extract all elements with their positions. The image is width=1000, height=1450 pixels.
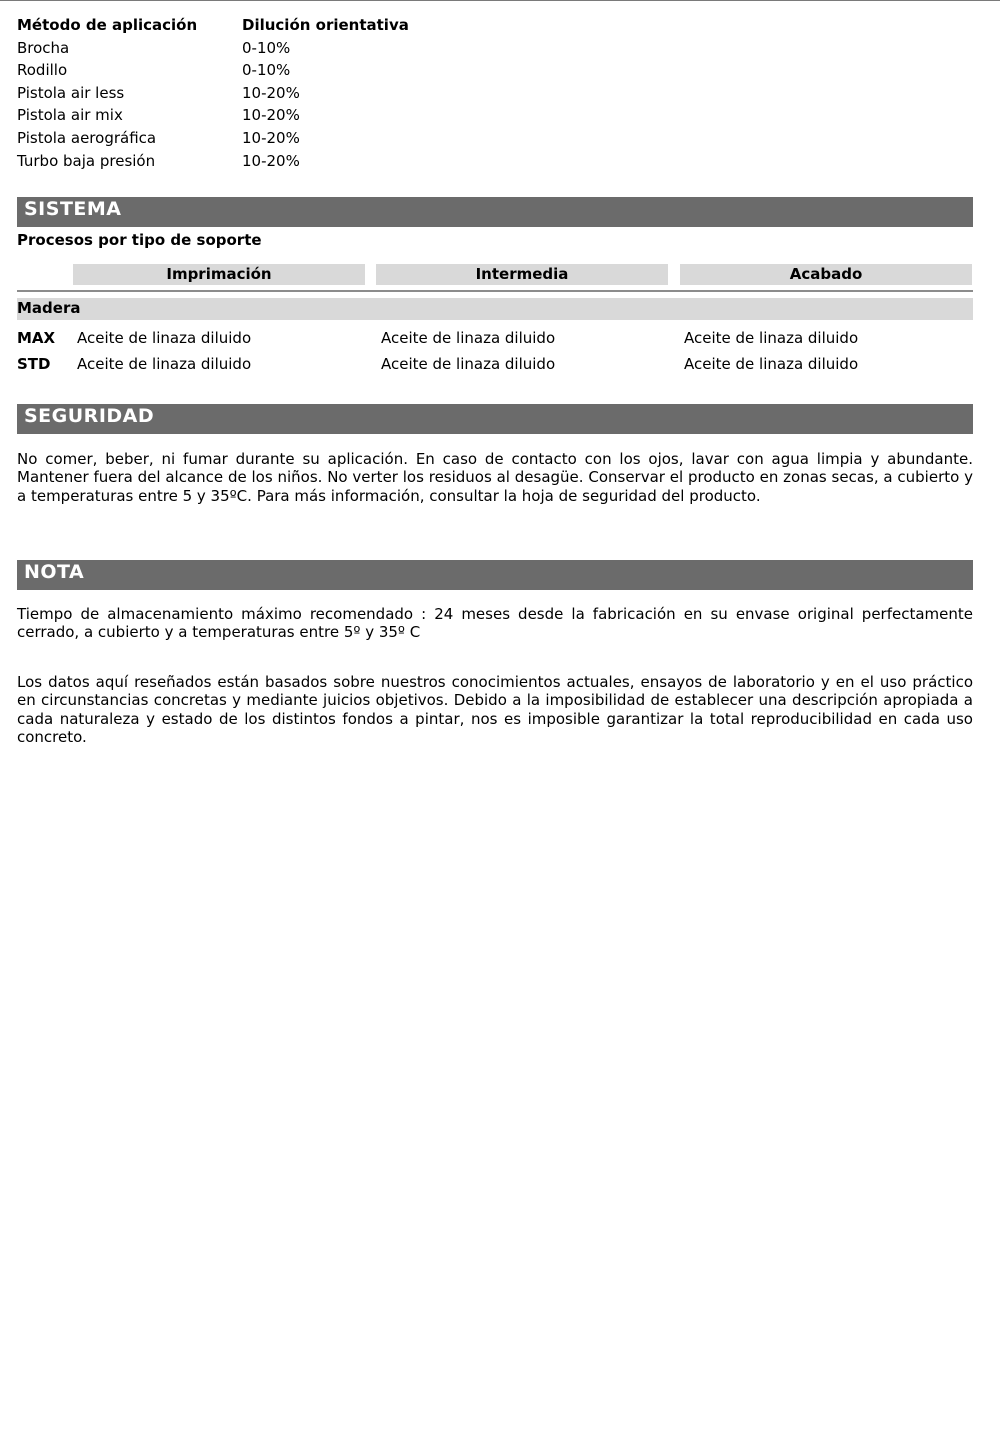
substrate-row-heading: Madera xyxy=(17,298,973,320)
column-header-acabado: Acabado xyxy=(680,264,972,285)
dilution-table xyxy=(17,14,409,172)
nota-disclaimer-paragraph: Los datos aquí reseñados están basados sobre nuestros conocimientos actuales, ensayos de laboratorio y en el uso práctico en circunstancias concretas y mediante juicios objetivos. Debido a la imposibilidad de establecer una descripción apropiada a cada naturaleza y estado de los distintos fondos a pintar, nos es imposible garantizar la total reproducibilidad en cada uso concreto. xyxy=(17,673,973,746)
sistema-section-heading: SISTEMA xyxy=(17,197,973,227)
dilution-value-cell: 10-20% xyxy=(242,83,300,102)
cell-std-intermedia: Aceite de linaza diluido xyxy=(381,355,556,373)
cell-std-acabado: Aceite de linaza diluido xyxy=(684,355,859,373)
sistema-subtitle: Procesos por tipo de soporte xyxy=(17,231,262,249)
dilution-table-header xyxy=(17,14,409,37)
method-cell: Turbo baja presión xyxy=(17,151,156,170)
dilution-value-cell: 10-20% xyxy=(242,106,300,125)
dilution-row xyxy=(17,104,409,127)
dilution-row xyxy=(17,82,409,105)
dilution-value-cell: 10-20% xyxy=(242,151,300,170)
column-header-intermedia: Intermedia xyxy=(376,264,668,285)
dilution-value-cell: 0-10% xyxy=(242,38,291,57)
dilution-row xyxy=(17,150,409,173)
cell-max-imprimacion: Aceite de linaza diluido xyxy=(77,329,252,347)
cell-max-intermedia: Aceite de linaza diluido xyxy=(381,329,556,347)
seguridad-paragraph: No comer, beber, ni fumar durante su aplicación. En caso de contacto con los ojos, lavar con agua limpia y abundante. Mantener fuera del alcance de los niños. No verter los residuos al desagüe. Conservar el producto en zonas secas, a cubierto y a temperaturas entre 5 y 35ºC. Para más información, consultar la hoja de seguridad del producto. xyxy=(17,450,973,505)
dilution-value-cell: 10-20% xyxy=(242,128,300,147)
method-cell: Brocha xyxy=(17,38,70,57)
row-label-std: STD xyxy=(17,355,51,373)
cell-max-acabado: Aceite de linaza diluido xyxy=(684,329,859,347)
row-label-max: MAX xyxy=(17,329,56,347)
method-cell: Pistola air less xyxy=(17,83,125,102)
dilution-row xyxy=(17,59,409,82)
column-header-imprimacion: Imprimación xyxy=(73,264,365,285)
dilution-row xyxy=(17,127,409,150)
dilution-column-header: Dilución orientativa xyxy=(242,16,409,34)
method-cell: Rodillo xyxy=(17,61,68,80)
dilution-row xyxy=(17,37,409,60)
nota-section-heading: NOTA xyxy=(17,560,973,590)
table-divider xyxy=(17,290,973,292)
method-cell: Pistola aerográfica xyxy=(17,128,157,147)
method-column-header: Método de aplicación xyxy=(17,16,198,34)
cell-std-imprimacion: Aceite de linaza diluido xyxy=(77,355,252,373)
method-cell: Pistola air mix xyxy=(17,106,123,125)
dilution-value-cell: 0-10% xyxy=(242,61,291,80)
top-border-line xyxy=(0,0,1000,1)
seguridad-section-heading: SEGURIDAD xyxy=(17,404,973,434)
nota-storage-paragraph: Tiempo de almacenamiento máximo recomendado : 24 meses desde la fabricación en su envase original perfectamente cerrado, a cubierto y a temperaturas entre 5º y 35º C xyxy=(17,605,973,642)
